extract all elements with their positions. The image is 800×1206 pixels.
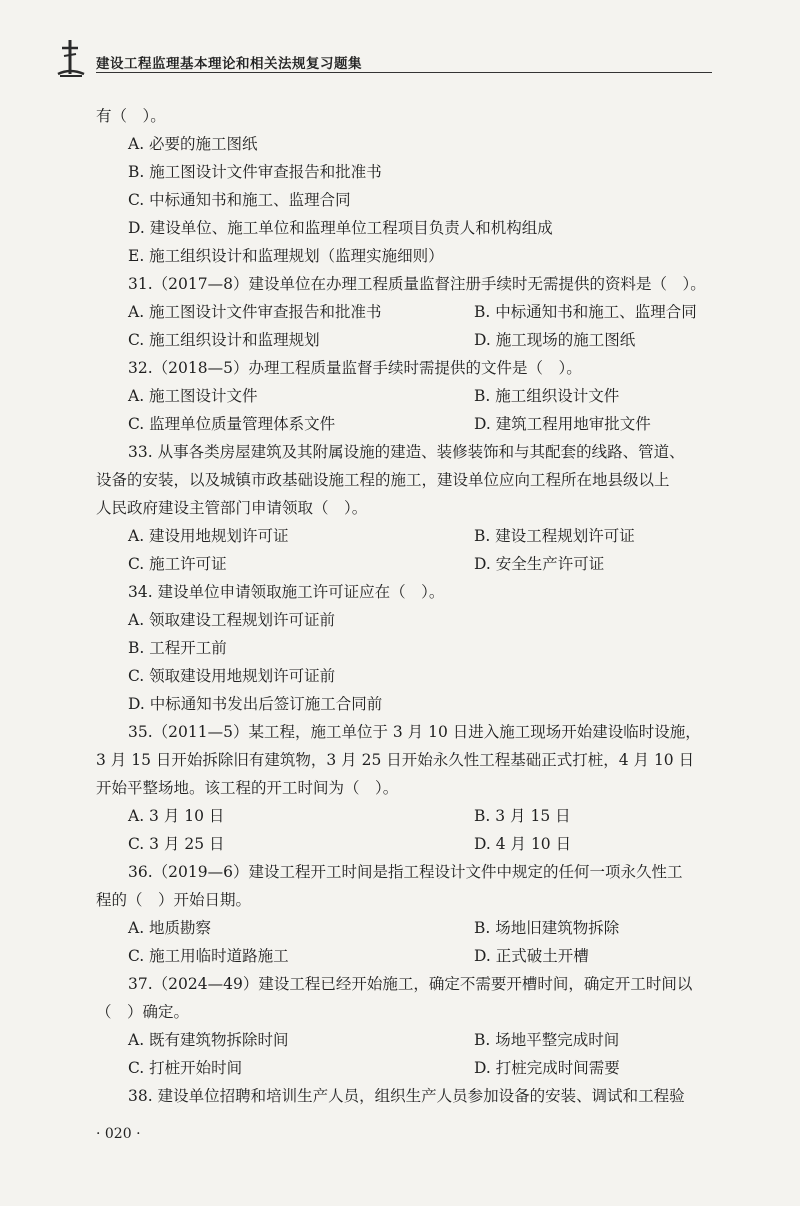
option: C. 施工组织设计和监理规划 [128,331,320,349]
option: A. 必要的施工图纸 [128,135,258,153]
option: C. 领取建设用地规划许可证前 [128,667,336,685]
option: A. 建设用地规划许可证 [128,527,289,545]
option: A. 施工图设计文件 [128,387,258,405]
option: A. 既有建筑物拆除时间 [128,1031,289,1049]
option: A. 施工图设计文件审查报告和批准书 [128,303,382,321]
question-stem: 31.（2017—8）建设单位在办理工程质量监督注册手续时无需提供的资料是（ ）。 [128,275,706,293]
option: A. 3 月 10 日 [128,807,225,825]
option: C. 打桩开始时间 [128,1059,243,1077]
option: D. 施工现场的施工图纸 [474,331,636,349]
option: D. 4 月 10 日 [474,835,572,853]
question-stem: 3 月 15 日开始拆除旧有建筑物，3 月 25 日开始永久性工程基础正式打桩，4 月 10 日 [96,751,695,769]
option: D. 建筑工程用地审批文件 [474,415,651,433]
option: D. 安全生产许可证 [474,555,605,573]
option: D. 建设单位、施工单位和监理单位工程项目负责人和机构组成 [128,219,553,237]
option: E. 施工组织设计和监理规划（监理实施细则） [128,247,444,265]
option: A. 地质勘察 [128,919,212,937]
question-stem: 有（ ）。 [96,107,166,125]
question-stem: （ ）确定。 [96,1003,190,1021]
option: C. 施工用临时道路施工 [128,947,289,965]
question-stem: 38. 建设单位招聘和培训生产人员，组织生产人员参加设备的安装、调试和工程验 [128,1087,685,1105]
option: B. 工程开工前 [128,639,227,657]
option: D. 打桩完成时间需要 [474,1059,620,1077]
option: C. 中标通知书和施工、监理合同 [128,191,351,209]
question-stem: 程的（ ）开始日期。 [96,891,252,909]
option: B. 建设工程规划许可证 [474,527,635,545]
option: B. 场地旧建筑物拆除 [474,919,620,937]
option: B. 3 月 15 日 [474,807,571,825]
question-stem: 37.（2024—49）建设工程已经开始施工，确定不需要开槽时间，确定开工时间以 [128,975,693,993]
option: B. 中标通知书和施工、监理合同 [474,303,697,321]
option: D. 正式破土开槽 [474,947,589,965]
question-stem: 32.（2018—5）办理工程质量监督手续时需提供的文件是（ ）。 [128,359,582,377]
option: B. 施工组织设计文件 [474,387,620,405]
book-title: 建设工程监理基本理论和相关法规复习题集 [96,56,362,72]
question-stem: 36.（2019—6）建设工程开工时间是指工程设计文件中规定的任何一项永久性工 [128,863,683,881]
question-stem: 人民政府建设主管部门申请领取（ ）。 [96,499,368,517]
question-stem: 开始平整场地。该工程的开工时间为（ ）。 [96,779,399,797]
option: C. 监理单位质量管理体系文件 [128,415,336,433]
page-number: · 020 · [96,1126,141,1142]
option: A. 领取建设工程规划许可证前 [128,611,336,629]
question-stem: 35.（2011—5）某工程，施工单位于 3 月 10 日进入施工现场开始建设临时设施， [128,723,701,741]
question-stem: 33. 从事各类房屋建筑及其附属设施的建造、装修装饰和与其配套的线路、管道、 [128,443,685,461]
question-stem: 34. 建设单位申请领取施工许可证应在（ ）。 [128,583,445,601]
option: B. 场地平整完成时间 [474,1031,620,1049]
option: D. 中标通知书发出后签订施工合同前 [128,695,383,713]
option: C. 施工许可证 [128,555,227,573]
option: B. 施工图设计文件审查报告和批准书 [128,163,382,181]
option: C. 3 月 25 日 [128,835,225,853]
question-stem: 设备的安装，以及城镇市政基础设施工程的施工，建设单位应向工程所在地县级以上 [96,471,670,489]
